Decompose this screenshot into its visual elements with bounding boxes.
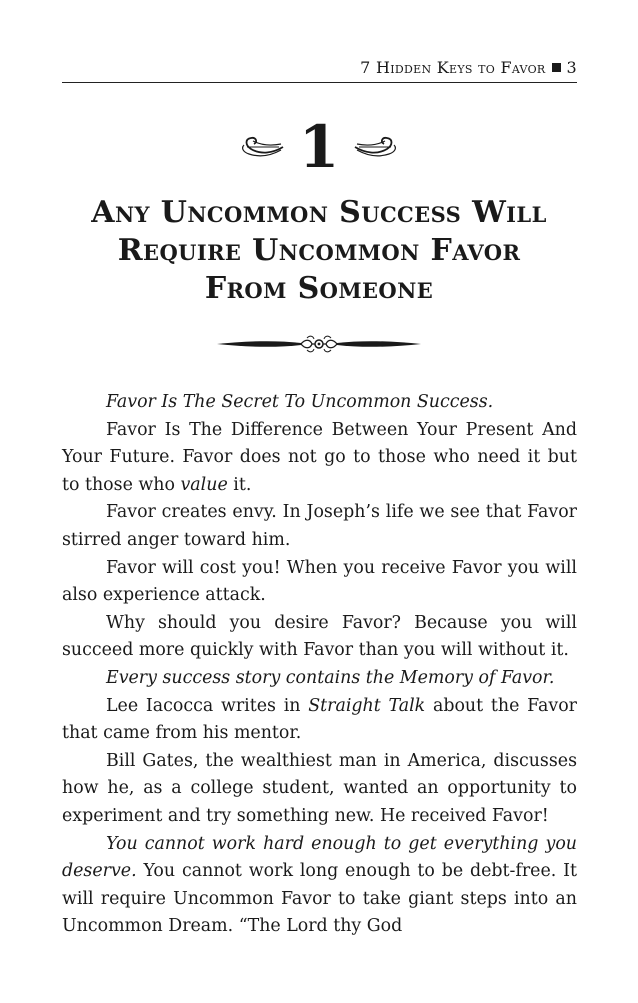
page-number: 3 xyxy=(566,58,577,77)
chapter-title-line: From Someone xyxy=(204,271,434,306)
right-flourish-icon xyxy=(353,133,399,161)
ornamental-divider-icon xyxy=(215,332,423,356)
paragraph: Favor will cost you! When you receive Favor you will also experience attack. xyxy=(62,557,577,606)
square-bullet-icon xyxy=(552,63,561,72)
paragraph-text: Lee Iacocca writes in xyxy=(106,695,309,716)
emphasis-text: value xyxy=(180,474,228,495)
running-header-title: 7 Hidden Keys to Favor xyxy=(360,58,546,77)
chapter-title-line: Any Uncommon Success Will xyxy=(91,195,547,230)
paragraph: Favor creates envy. In Joseph’s life we see that Favor stirred anger toward him. xyxy=(62,502,577,550)
paragraph xyxy=(62,389,577,417)
paragraph: Bill Gates, the wealthiest man in America, discusses how he, as a college student, wanted an opportunity to experiment and try something new. He received Favor! xyxy=(62,750,577,826)
left-flourish-icon xyxy=(239,133,285,161)
paragraph xyxy=(62,417,577,500)
paragraph xyxy=(62,831,577,941)
paragraph-text: Favor Is The Difference Between Your Present And Your Future. Favor does not go to those who need it but to those who xyxy=(62,419,577,495)
emphasis-text: You cannot work hard enough to get everything you deserve. xyxy=(62,833,577,882)
book-title: Straight Talk xyxy=(308,695,426,716)
chapter-number: 1 xyxy=(298,113,340,181)
paragraph-text: about the Favor that came from his mentor. xyxy=(62,695,577,744)
emphasis-text: Every success story contains the Memory of Favor. xyxy=(106,667,555,688)
chapter-heading xyxy=(0,112,638,182)
chapter-title-line: Require Uncommon Favor xyxy=(117,233,521,268)
paragraph-text: it. xyxy=(227,474,252,495)
running-header xyxy=(62,58,577,83)
paragraph-text: You cannot work long enough to be debt-free. It will require Uncommon Favor to take giant steps into an Uncommon Dream. “The Lord thy God xyxy=(62,861,577,937)
emphasis-text: Favor Is The Secret To Uncommon Success. xyxy=(106,392,494,412)
body-text xyxy=(62,389,577,941)
paragraph xyxy=(62,665,577,693)
chapter-title xyxy=(40,194,598,308)
paragraph: Why should you desire Favor? Because you will succeed more quickly with Favor than you will without it. xyxy=(62,612,577,661)
paragraph xyxy=(62,693,577,748)
